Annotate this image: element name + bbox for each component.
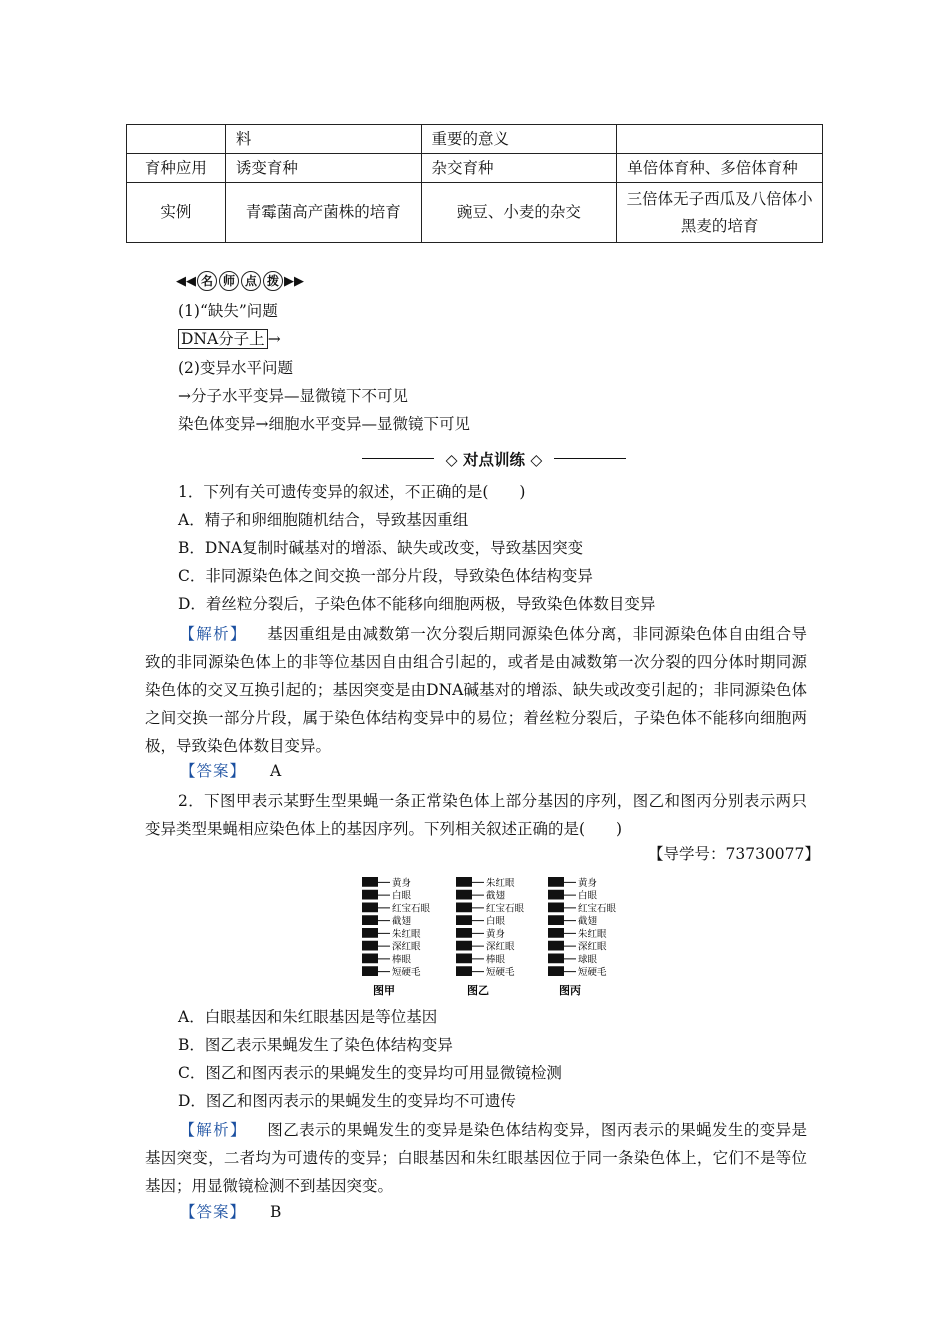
chromosome-segment: [362, 954, 378, 964]
q2-option-c: C．图乙和图丙表示的果蝇发生的变异均可用显微镜检测: [178, 1064, 562, 1082]
tip-badge: 拨: [263, 271, 283, 291]
chromosome-segment: [548, 877, 564, 887]
chromosome-segment: [456, 890, 472, 900]
analysis-tag: 【解析】: [179, 625, 247, 643]
table-cell: [127, 125, 226, 154]
figure-caption: 图甲: [373, 984, 395, 997]
analysis-tag: 【解析】: [179, 1121, 247, 1139]
gene-label: 黄身: [392, 877, 412, 889]
chromosome-segment: [548, 890, 564, 900]
q1-option-c: C．非同源染色体之间交换一部分片段，导致染色体结构变异: [178, 567, 593, 585]
divider-line-right: [554, 458, 626, 459]
table-cell: [617, 125, 823, 154]
table-cell: 诱变育种: [225, 154, 421, 183]
chromosome-segment: [362, 890, 378, 900]
chromosome-segment: [456, 903, 472, 913]
chromosome-segment: [548, 941, 564, 951]
left-arrows-icon: ◀◀: [176, 274, 196, 289]
q1-stem: 1．下列有关可遗传变异的叙述，不正确的是( ): [178, 483, 526, 501]
q2-option-a: A．白眼基因和朱红眼基因是等位基因: [178, 1008, 438, 1026]
gene-label: 截翅: [578, 916, 598, 928]
chromosome-segment: [456, 877, 472, 887]
divider-line-left: [362, 458, 434, 459]
answer-value: B: [270, 1203, 282, 1221]
gene-label: 短硬毛: [486, 967, 515, 979]
chromosome-segment: [362, 903, 378, 913]
table-row: [127, 125, 823, 154]
chromosome-figure: [358, 870, 628, 1000]
q1-answer: [180, 759, 281, 781]
answer-value: A: [270, 762, 282, 780]
tip-line: [178, 327, 281, 349]
chromosome-segment: [548, 928, 564, 938]
guide-number: 【导学号：73730077】: [648, 845, 820, 863]
tip-badge: 名: [197, 271, 217, 291]
gene-label: 红宝石眼: [392, 903, 431, 915]
table-cell: 单倍体育种、多倍体育种: [617, 154, 823, 183]
gene-label: 黄身: [486, 928, 506, 940]
q1-option-d: D．着丝粒分裂后，子染色体不能移向细胞两极，导致染色体数目变异: [178, 595, 656, 613]
table-cell: 重要的意义: [421, 125, 617, 154]
tip-line: →分子水平变异—显微镜下不可见: [178, 387, 408, 405]
tip-line: (1)“缺失”问题: [178, 302, 278, 320]
q1-option-a: A．精子和卵细胞随机结合，导致基因重组: [178, 511, 469, 529]
table-cell: 三倍体无子西瓜及八倍体小黑麦的培育: [617, 183, 823, 243]
analysis-text: 图乙表示的果蝇发生的变异是染色体结构变异，图丙表示的果蝇发生的变异是基因突变，二者均为可遗传的变异；白眼基因和朱红眼基因位于同一条染色体上，它们不是等位基因；用显微镜检测不到基因突变。: [145, 1121, 807, 1195]
chromosome-segment: [456, 941, 472, 951]
q1-option-b: B．DNA复制时碱基对的增添、缺失或改变，导致基因突变: [178, 539, 584, 557]
gene-label: 黄身: [578, 877, 598, 889]
tip-line: (2)变异水平问题: [178, 359, 293, 377]
q2-stem: [145, 787, 807, 843]
table-cell: 育种应用: [127, 154, 226, 183]
table-cell: 杂交育种: [421, 154, 617, 183]
table-cell: 青霉菌高产菌株的培育: [225, 183, 421, 243]
table-cell: 豌豆、小麦的杂交: [421, 183, 617, 243]
q1-analysis: [145, 620, 807, 760]
gene-label: 红宝石眼: [578, 903, 617, 915]
gene-label: 红宝石眼: [486, 903, 525, 915]
tip-badge: 点: [241, 271, 261, 291]
chromosome-segment: [456, 915, 472, 925]
arrow-icon: →: [267, 330, 281, 348]
teacher-tip-header: [176, 271, 304, 291]
gene-label: 白眼: [486, 916, 506, 928]
chromosome-segment: [548, 915, 564, 925]
chromosome-segment: [548, 966, 564, 976]
gene-label: 深红眼: [392, 941, 421, 953]
analysis-text: 基因重组是由减数第一次分裂后期同源染色体分离，非同源染色体自由组合导致的非同源染色体上的非等位基因自由组合引起的，或者是由减数第一次分裂的四分体时期同源染色体的交叉互换引起的；基因突变是由DNA碱基对的增添、缺失或改变引起的；非同源染色体之间交换一部分片段，属于染色体结构变异中的易位；着丝粒分裂后，子染色体不能移向细胞两极，导致染色体数目变异。: [145, 625, 807, 755]
answer-tag: 【答案】: [180, 1203, 247, 1221]
gene-label: 朱红眼: [486, 877, 515, 889]
gene-label: 深红眼: [578, 941, 607, 953]
q2-option-b: B．图乙表示果蝇发生了染色体结构变异: [178, 1036, 453, 1054]
chromosome-segment: [362, 915, 378, 925]
chromosome-segment: [548, 954, 564, 964]
answer-tag: 【答案】: [180, 762, 247, 780]
chromosome-segment: [456, 966, 472, 976]
chromosome-segment: [548, 903, 564, 913]
gene-label: 截翅: [486, 890, 506, 902]
table-row: [127, 154, 823, 183]
figure-caption: 图乙: [467, 984, 489, 997]
table-cell: 料: [225, 125, 421, 154]
figure-caption: 图丙: [559, 984, 581, 997]
chromosome-segment: [456, 954, 472, 964]
chromosome-figure-svg: [358, 870, 628, 1000]
gene-label: 短硬毛: [392, 967, 421, 979]
gene-label: 白眼: [578, 890, 598, 902]
q2-analysis: [145, 1116, 807, 1200]
q2-option-d: D．图乙和图丙表示的果蝇发生的变异均不可遗传: [178, 1092, 516, 1110]
gene-label: 深红眼: [486, 941, 515, 953]
gene-label: 截翅: [392, 916, 412, 928]
gene-label: 球眼: [578, 954, 598, 966]
gene-label: 棒眼: [392, 954, 412, 966]
q2-answer: [180, 1200, 281, 1222]
chromosome-segment: [362, 877, 378, 887]
gene-label: 棒眼: [486, 954, 506, 966]
dna-box: DNA分子上: [178, 329, 268, 349]
chromosome-segment: [456, 928, 472, 938]
tip-badge: 师: [219, 271, 239, 291]
gene-label: 短硬毛: [578, 967, 607, 979]
section-title: ◇ 对点训练 ◇: [445, 450, 543, 469]
table-cell: 实例: [127, 183, 226, 243]
gene-label: 朱红眼: [392, 928, 421, 940]
q2-stem-text: 2．下图甲表示某野生型果蝇一条正常染色体上部分基因的序列，图乙和图丙分别表示两只变异类型果蝇相应染色体上的基因序列。下列相关叙述正确的是( ): [145, 792, 807, 838]
gene-label: 朱红眼: [578, 928, 607, 940]
breeding-table: [126, 124, 823, 243]
chromosome-segment: [362, 928, 378, 938]
tip-line: 染色体变异→细胞水平变异—显微镜下可见: [178, 415, 470, 433]
section-divider: [362, 448, 626, 470]
table-row: [127, 183, 823, 243]
chromosome-segment: [362, 966, 378, 976]
gene-label: 白眼: [392, 890, 412, 902]
right-arrows-icon: ▶▶: [284, 274, 304, 289]
chromosome-segment: [362, 941, 378, 951]
